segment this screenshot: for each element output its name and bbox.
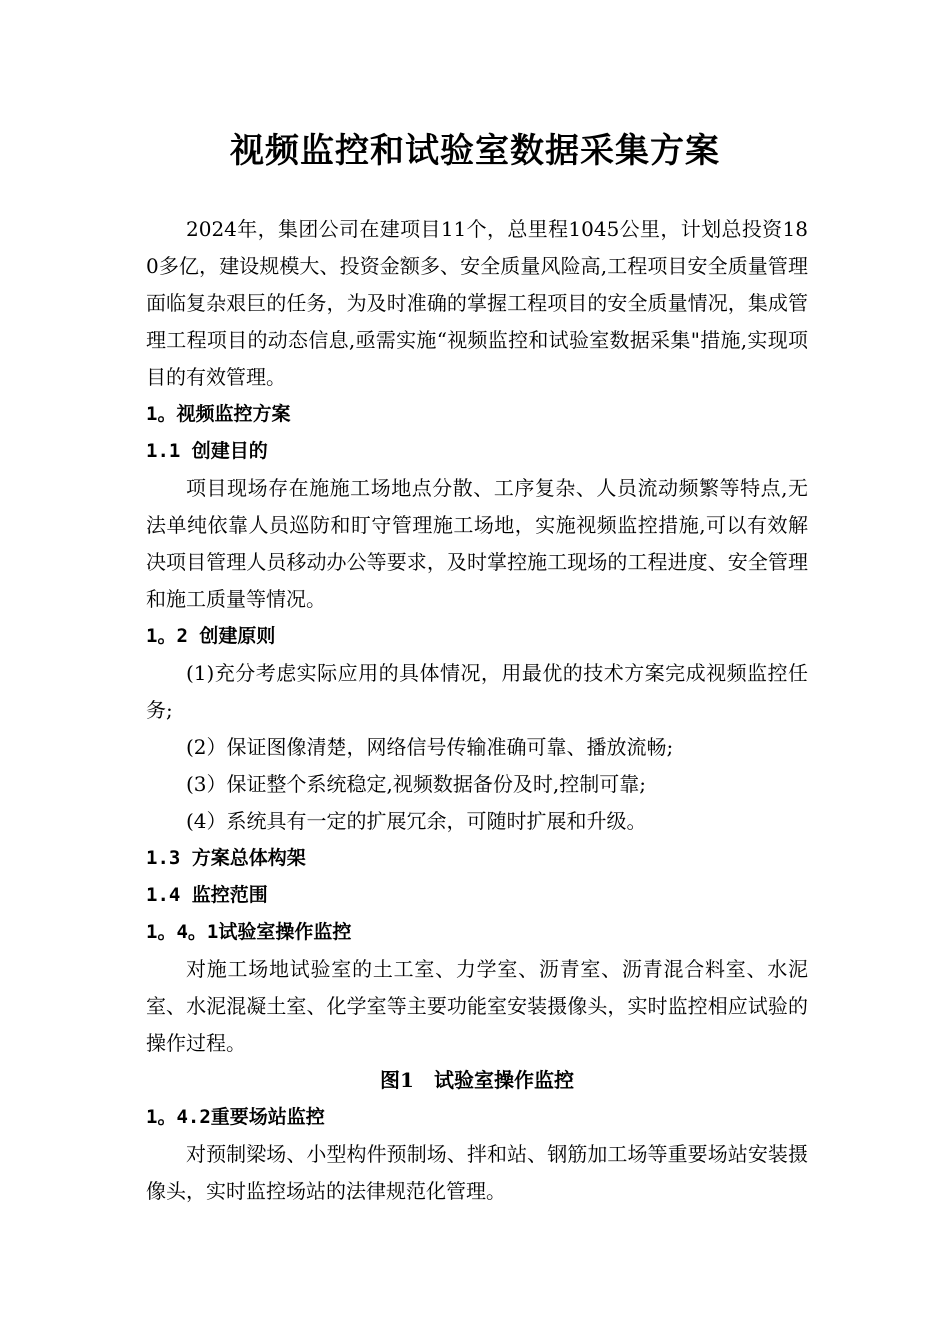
principle-item-2: (2）保证图像清楚，网络信号传输准确可靠、播放流畅; xyxy=(186,735,674,759)
section-1-4-1-paragraph: 对施工场地试验室的土工室、力学室、沥青室、沥青混合料室、水泥室、水泥混凝土室、化学室等主要功能室安装摄像头，实时监控相应试验的操作过程。 xyxy=(146,957,808,1055)
document-body xyxy=(146,211,808,1210)
section-1-4-2-heading: 1。4.2重要场站监控 xyxy=(146,1106,325,1128)
figure-1-caption: 图1 试验室操作监控 xyxy=(380,1068,574,1092)
section-1-heading: 1。视频监控方案 xyxy=(146,403,291,425)
section-1-4-2-paragraph: 对预制梁场、小型构件预制场、拌和站、钢筋加工场等重要场站安装摄像头，实时监控场站的法律规范化管理。 xyxy=(146,1142,808,1203)
principle-item-4: (4）系统具有一定的扩展冗余，可随时扩展和升级。 xyxy=(186,809,647,833)
section-1-4-1-heading: 1。4。1试验室操作监控 xyxy=(146,921,352,943)
principle-item-3: (3）保证整个系统稳定,视频数据备份及时,控制可靠; xyxy=(186,772,646,796)
section-1-1-paragraph: 项目现场存在施施工场地点分散、工序复杂、人员流动频繁等特点,无法单纯依靠人员巡防和盯守管理施工场地，实施视频监控措施,可以有效解决项目管理人员移动办公等要求，及时掌控施工现场的工程进度、安全管理和施工质量等情况。 xyxy=(146,476,808,611)
section-1-4-heading: 1.4 监控范围 xyxy=(146,884,268,906)
document-title: 视频监控和试验室数据采集方案 xyxy=(230,131,720,171)
intro-paragraph: 2024年，集团公司在建项目11个，总里程1045公里，计划总投资180多亿，建设规模大、投资金额多、安全质量风险高,工程项目安全质量管理面临复杂艰巨的任务，为及时准确的掌握工程项目的安全质量情况，集成管理工程项目的动态信息,亟需实施“视频监控和试验室数据采集"措施,实现项目的有效管理。 xyxy=(146,217,808,389)
section-1-2-heading: 1。2 创建原则 xyxy=(146,625,276,647)
principle-item-1: (1)充分考虑实际应用的具体情况，用最优的技术方案完成视频监控任务; xyxy=(146,661,808,722)
section-1-1-heading: 1.1 创建目的 xyxy=(146,440,268,462)
section-1-3-heading: 1.3 方案总体构架 xyxy=(146,847,306,869)
